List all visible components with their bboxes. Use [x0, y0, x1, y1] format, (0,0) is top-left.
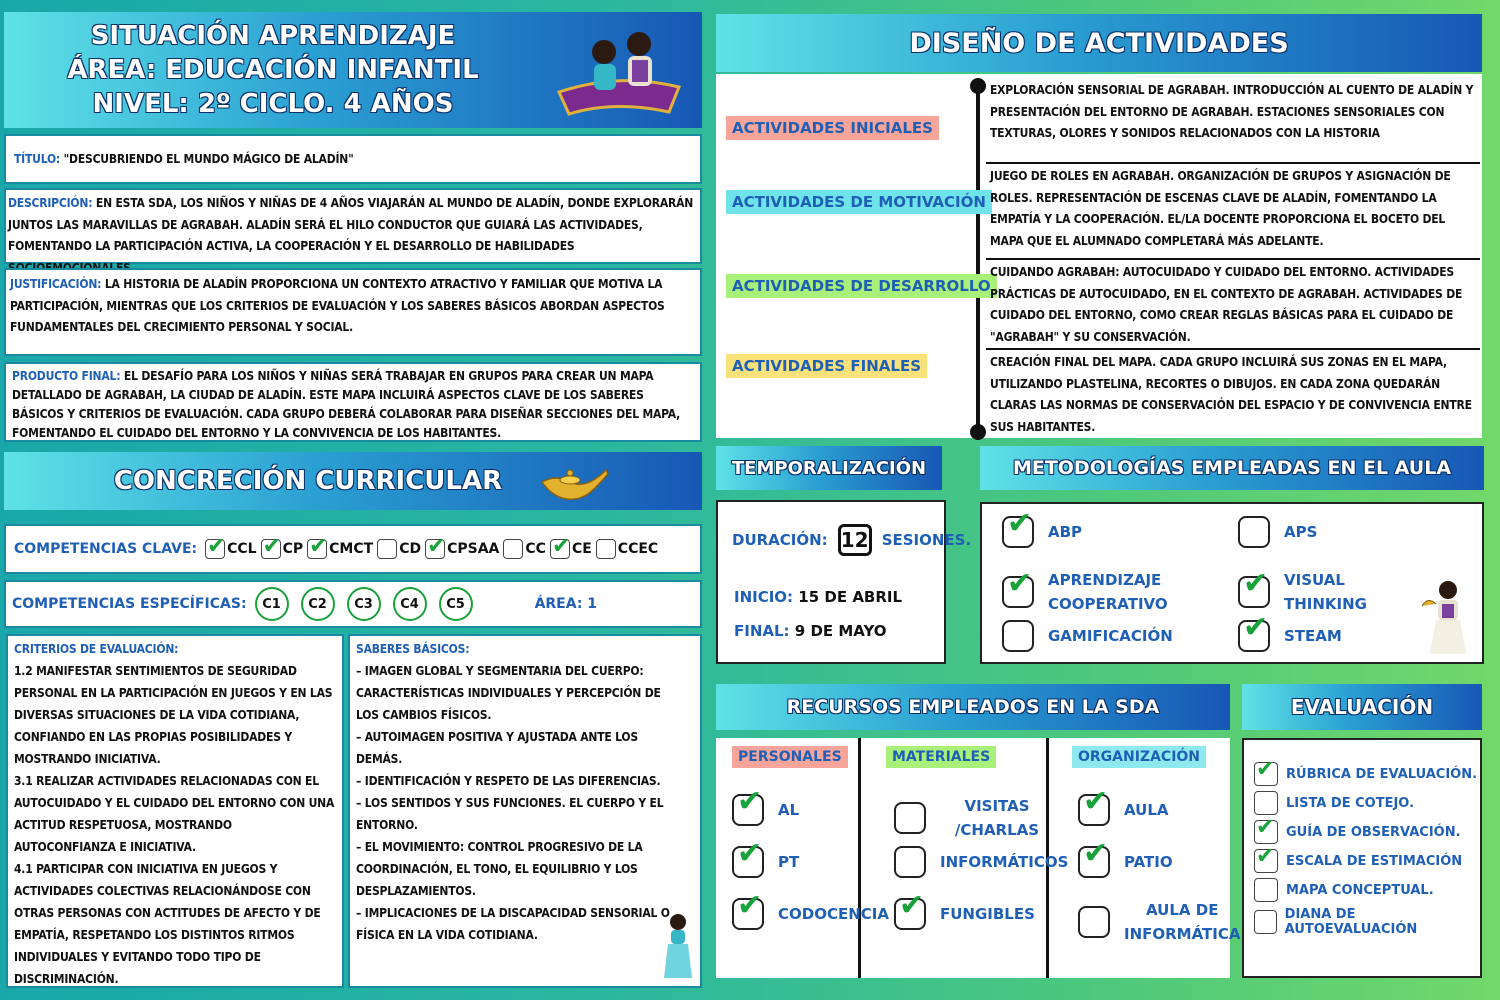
evaluacion-label: GUÍA DE OBSERVACIÓN.	[1286, 824, 1461, 840]
timeline-dot-top	[970, 78, 986, 94]
temporalizacion-box	[716, 500, 972, 664]
competencia-clave-checkbox[interactable]	[261, 539, 281, 559]
competencia-clave-label: CE	[571, 541, 592, 557]
competencia-especifica-badge: C2	[301, 587, 335, 621]
recurso-label: AULA	[1124, 801, 1169, 819]
actividad-descripcion: EXPLORACIÓN SENSORIAL DE AGRABAH. INTRODUCCIÓN AL CUENTO DE ALADÍN Y PRESENTACIÓN DEL ENTORNO DE AGRABAH. ESTACIONES SENSORIALES CON TEXTURAS, OLORES Y SONIDOS RELACIONADOS CON LA HISTORIA	[990, 83, 1474, 140]
actividad-descripcion: CUIDANDO AGRABAH: AUTOCUIDADO Y CUIDADO DEL ENTORNO. ACTIVIDADES PRÁCTICAS DE AUTOCUIDADO, EN EL CONTEXTO DE AGRABAH. ACTIVIDADES DE CUIDADO DEL ENTORNO, COMO CREAR REGLAS BÁSICAS PARA EL CUIDADO DE "AGRABAH" Y SU CONSERVACIÓN.	[986, 258, 1480, 344]
competencia-especifica-badge: C1	[255, 587, 289, 621]
producto-value: EL DESAFÍO PARA LOS NIÑOS Y NIÑAS SERÁ TRABAJAR EN GRUPOS PARA CREAR UN MAPA DETALLADO DE AGRABAH, LA CIUDAD DE ALADÍN. ESTE MAPA INCLUIRÁ ASPECTOS CLAVE DE LOS SABERES BÁSICOS Y CRITERIOS DE EVALUACIÓN. CADA GRUPO DEBERÁ COLABORAR PARA DISEÑAR SECCIONES DEL MAPA, FOMENTANDO EL CUIDADO DEL ENTORNO Y LA CONVIVENCIA DE LOS HABITANTES.	[12, 369, 681, 440]
competencia-clave-checkbox[interactable]	[377, 539, 397, 559]
recurso-option[interactable]	[894, 898, 1054, 930]
duracion-label: DURACIÓN:	[732, 531, 828, 549]
recurso-label: VISITAS /CHARLAS	[954, 797, 1040, 839]
metodologia-option[interactable]	[1002, 620, 1182, 652]
metodologias-title: METODOLOGÍAS EMPLEADAS EN EL AULA	[1012, 457, 1452, 479]
competencia-clave-label: CC	[525, 541, 546, 557]
recurso-label: INFORMÁTICOS	[940, 853, 1069, 871]
competencia-clave-label: CPSAA	[447, 541, 500, 557]
jasmine-figure-illustration	[660, 910, 696, 980]
evaluacion-option[interactable]	[1254, 820, 1461, 844]
final-label: FINAL:	[734, 622, 790, 640]
recurso-option[interactable]	[894, 794, 1054, 842]
recurso-category-tag: PERSONALES	[732, 746, 848, 768]
evaluacion-checkbox[interactable]	[1254, 820, 1278, 844]
inicio-label: INICIO:	[734, 588, 794, 606]
metodologia-label: APS	[1284, 523, 1318, 541]
timeline-line	[976, 84, 980, 432]
evaluacion-title: EVALUACIÓN	[1290, 695, 1434, 719]
saberes-list	[356, 660, 694, 946]
evaluacion-label: ESCALA DE ESTIMACIÓN	[1286, 853, 1463, 869]
saber-item: – LOS SENTIDOS Y SUS FUNCIONES. EL CUERPO Y EL ENTORNO.	[356, 796, 664, 832]
metodologia-label: VISUAL THINKING	[1284, 571, 1367, 613]
evaluacion-checkbox[interactable]	[1254, 910, 1277, 934]
diseno-box	[716, 74, 1482, 438]
especificas-label: COMPETENCIAS ESPECÍFICAS:	[12, 596, 247, 612]
competencia-clave-checkbox[interactable]	[307, 539, 327, 559]
recurso-checkbox[interactable]	[1078, 906, 1110, 938]
competencias-especificas-box	[4, 580, 702, 628]
recurso-option[interactable]	[1078, 846, 1238, 878]
main-header	[4, 12, 702, 128]
metodologia-option[interactable]	[1238, 620, 1418, 652]
metodologias-box	[980, 502, 1484, 664]
metodologia-option[interactable]	[1002, 568, 1172, 616]
saber-item: – IMPLICACIONES DE LA DISCAPACIDAD SENSORIAL O FÍSICA EN LA VIDA COTIDIANA.	[356, 906, 670, 942]
recurso-label: AULA DE INFORMÁTICA	[1124, 901, 1241, 943]
actividad-tag: ACTIVIDADES DE MOTIVACIÓN	[726, 190, 992, 214]
evaluacion-label: RÚBRICA DE EVALUACIÓN.	[1286, 766, 1478, 782]
recursos-title: RECURSOS EMPLEADOS EN LA SDA	[786, 696, 1160, 718]
competencia-clave-checkbox[interactable]	[503, 539, 523, 559]
header-line-2: ÁREA: EDUCACIÓN INFANTIL	[67, 55, 479, 85]
recurso-checkbox[interactable]	[894, 898, 926, 930]
metodologias-header	[980, 446, 1484, 490]
aladdin-carpet-illustration	[554, 22, 684, 122]
competencia-clave-checkbox[interactable]	[205, 539, 225, 559]
recurso-option[interactable]	[894, 846, 1069, 878]
recurso-checkbox[interactable]	[732, 898, 764, 930]
evaluacion-option[interactable]	[1254, 907, 1480, 937]
temporalizacion-header	[716, 446, 942, 490]
evaluacion-checkbox[interactable]	[1254, 878, 1278, 902]
recurso-option[interactable]	[1078, 794, 1238, 826]
concrecion-title: CONCRECIÓN CURRICULAR	[113, 466, 503, 496]
recurso-checkbox[interactable]	[1078, 846, 1110, 878]
competencia-clave-checkbox[interactable]	[596, 539, 616, 559]
actividad-descripcion: JUEGO DE ROLES EN AGRABAH. ORGANIZACIÓN DE GRUPOS Y ASIGNACIÓN DE ROLES. REPRESENTACIÓN DE ESCENAS CLAVE DE ALADÍN, FOMENTANDO LA EMPATÍA Y LA COOPERACIÓN. EL/LA DOCENTE PROPORCIONA EL BOCETO DEL MAPA QUE EL ALUMNADO COMPLETARÁ MÁS ADELANTE.	[986, 162, 1480, 254]
metodologia-option[interactable]	[1002, 516, 1182, 548]
area-label: ÁREA: 1	[534, 596, 598, 612]
actividad-tag: ACTIVIDADES INICIALES	[726, 116, 939, 140]
actividad-descripcion: CREACIÓN FINAL DEL MAPA. CADA GRUPO INCLUIRÁ SUS ZONAS EN EL MAPA, UTILIZANDO PLASTELINA, RECORTES O DIBUJOS. EN CADA ZONA QUEDARÁN CLARAS LAS NORMAS DE CONSERVACIÓN DEL ESPACIO Y DE CONVIVENCIA ENTRE SUS HABITANTES.	[986, 348, 1480, 436]
competencia-especifica-badge: C3	[347, 587, 381, 621]
saberes-box	[348, 634, 702, 988]
metodologia-checkbox[interactable]	[1238, 516, 1270, 548]
metodologia-label: GAMIFICACIÓN	[1048, 627, 1173, 645]
actividad-tag: ACTIVIDADES FINALES	[726, 354, 927, 378]
metodologia-checkbox[interactable]	[1002, 620, 1034, 652]
evaluacion-label: DIANA DE AUTOEVALUACIÓN	[1284, 907, 1418, 937]
recurso-checkbox[interactable]	[1078, 794, 1110, 826]
saber-item: – EL MOVIMIENTO: CONTROL PROGRESIVO DE LA COORDINACIÓN, EL TONO, EL EQUILIBRIO Y LOS DESPLAZAMIENTOS.	[356, 840, 643, 898]
inicio-row	[734, 588, 902, 606]
metodologia-option[interactable]	[1238, 568, 1418, 616]
saber-item: – IMAGEN GLOBAL Y SEGMENTARIA DEL CUERPO: CARACTERÍSTICAS INDIVIDUALES Y PERCEPCIÓN DE LOS CAMBIOS FÍSICOS.	[356, 664, 661, 722]
recurso-checkbox[interactable]	[732, 794, 764, 826]
recurso-category-tag: ORGANIZACIÓN	[1072, 746, 1206, 768]
criterio-item: 4.1 PARTICIPAR CON INICIATIVA EN JUEGOS Y ACTIVIDADES COLECTIVAS RELACIONÁNDOSE CON OTRAS PERSONAS CON ACTITUDES DE AFECTO Y DE EMPATÍA, RESPETANDO LOS DISTINTOS RITMOS INDIVIDUALES Y EVITANDO TODO TIPO DE DISCRIMINACIÓN.	[14, 862, 321, 986]
duracion-value: 12	[838, 524, 872, 556]
magic-lamp-icon	[536, 456, 612, 506]
competencias-clave-list	[201, 539, 658, 559]
metodologia-checkbox[interactable]	[1002, 516, 1034, 548]
recurso-label: PATIO	[1124, 853, 1173, 871]
criterios-list	[14, 660, 336, 990]
genie-figure-illustration	[1420, 576, 1476, 656]
justificacion-box	[4, 268, 702, 356]
evaluacion-option[interactable]	[1254, 762, 1477, 786]
recurso-checkbox[interactable]	[894, 802, 926, 834]
competencia-clave-checkbox[interactable]	[425, 539, 445, 559]
evaluacion-box	[1242, 738, 1482, 978]
descripcion-box	[4, 188, 702, 264]
actividad-tag: ACTIVIDADES DE DESARROLLO	[726, 274, 997, 298]
recursos-box	[716, 738, 1241, 978]
recurso-option[interactable]	[732, 898, 892, 930]
saber-item: – IDENTIFICACIÓN Y RESPETO DE LAS DIFERENCIAS.	[356, 774, 661, 788]
recurso-option[interactable]	[732, 846, 892, 878]
temporalizacion-title: TEMPORALIZACIÓN	[731, 457, 927, 479]
metodologia-checkbox[interactable]	[1238, 576, 1270, 608]
header-line-1: SITUACIÓN APRENDIZAJE	[90, 21, 456, 51]
especificas-list	[255, 587, 485, 621]
descripcion-label: DESCRIPCIÓN:	[8, 196, 93, 210]
final-value: 9 DE MAYO	[794, 622, 887, 640]
evaluacion-header	[1242, 684, 1482, 730]
recurso-checkbox[interactable]	[894, 846, 926, 878]
competencias-clave-label: COMPETENCIAS CLAVE:	[14, 541, 198, 557]
competencia-especifica-badge: C4	[393, 587, 427, 621]
diseno-title: DISEÑO DE ACTIVIDADES	[909, 27, 1289, 59]
header-line-3: NIVEL: 2º CICLO. 4 AÑOS	[92, 89, 454, 119]
criterios-title: CRITERIOS DE EVALUACIÓN:	[14, 642, 179, 656]
competencia-clave-label: CCEC	[617, 541, 659, 557]
evaluacion-checkbox[interactable]	[1254, 849, 1278, 873]
timeline-dot-bottom	[970, 424, 986, 440]
recurso-option[interactable]	[732, 794, 892, 826]
concrecion-header	[4, 452, 702, 510]
producto-box	[4, 362, 702, 442]
evaluacion-checkbox[interactable]	[1254, 762, 1278, 786]
titulo-box	[4, 134, 702, 184]
metodologia-option[interactable]	[1238, 516, 1418, 548]
metodologia-label: STEAM	[1284, 627, 1342, 645]
competencia-clave-label: CMCT	[329, 541, 374, 557]
metodologia-label: APRENDIZAJE COOPERATIVO	[1048, 571, 1168, 613]
recurso-label: AL	[778, 801, 800, 819]
recurso-label: CODOCENCIA	[778, 905, 889, 923]
inicio-value: 15 DE ABRIL	[798, 588, 903, 606]
criterio-item: 3.1 REALIZAR ACTIVIDADES RELACIONADAS CON EL AUTOCUIDADO Y EL CUIDADO DEL ENTORNO CON UNA ACTITUD RESPETUOSA, MOSTRANDO AUTOCONFIANZA E INICIATIVA.	[14, 774, 335, 854]
sesiones-label: SESIONES.	[881, 531, 972, 549]
criterios-box	[6, 634, 344, 988]
recurso-category-tag: MATERIALES	[886, 746, 996, 768]
justificacion-label: JUSTIFICACIÓN:	[10, 277, 102, 291]
recurso-label: PT	[778, 853, 800, 871]
saberes-title: SABERES BÁSICOS:	[356, 642, 470, 656]
saber-item: – AUTOIMAGEN POSITIVA Y AJUSTADA ANTE LOS DEMÁS.	[356, 730, 638, 766]
recurso-label: FUNGIBLES	[940, 905, 1035, 923]
diseno-header	[716, 14, 1482, 72]
evaluacion-label: MAPA CONCEPTUAL.	[1286, 882, 1434, 898]
metodologia-checkbox[interactable]	[1238, 620, 1270, 652]
competencia-especifica-badge: C5	[439, 587, 473, 621]
titulo-label: TÍTULO:	[14, 152, 61, 166]
evaluacion-option[interactable]	[1254, 791, 1414, 815]
titulo-value: "DESCUBRIENDO EL MUNDO MÁGICO DE ALADÍN"	[63, 152, 354, 166]
evaluacion-label: LISTA DE COTEJO.	[1286, 795, 1415, 811]
competencia-clave-label: CP	[282, 541, 304, 557]
competencia-clave-label: CCL	[227, 541, 257, 557]
descripcion-value: EN ESTA SDA, LOS NIÑOS Y NIÑAS DE 4 AÑOS VIAJARÁN AL MUNDO DE ALADÍN, DONDE EXPLORARÁN JUNTOS LAS MARAVILLAS DE AGRABAH. ALADÍN SERÁ EL HILO CONDUCTOR QUE GUIARÁ LAS ACTIVIDADES, FOMENTANDO LA PARTICIPACIÓN ACTIVA, LA COOPERACIÓN Y EL DESARROLLO DE HABILIDADES	[8, 196, 694, 253]
recursos-header	[716, 684, 1230, 730]
competencias-clave-box	[4, 524, 702, 574]
competencia-clave-label: CD	[399, 541, 422, 557]
final-row	[734, 622, 887, 640]
justificacion-value: LA HISTORIA DE ALADÍN PROPORCIONA UN CONTEXTO ATRACTIVO Y FAMILIAR QUE MOTIVA LA PARTICIPACIÓN, MIENTRAS QUE LOS CRITERIOS DE EVALUACIÓN Y LOS SABERES BÁSICOS ABORDAN ASPECTOS FUNDAMENTALES DEL CRECIMIENTO PERSONAL Y SOCIAL.	[10, 277, 665, 334]
evaluacion-option[interactable]	[1254, 849, 1462, 873]
evaluacion-option[interactable]	[1254, 878, 1434, 902]
metodologia-checkbox[interactable]	[1002, 576, 1034, 608]
evaluacion-checkbox[interactable]	[1254, 791, 1278, 815]
criterio-item: 1.2 MANIFESTAR SENTIMIENTOS DE SEGURIDAD PERSONAL EN LA PARTICIPACIÓN EN JUEGOS Y EN LAS DIVERSAS SITUACIONES DE LA VIDA COTIDIANA, CONFIANDO EN LAS PROPIAS POSIBILIDADES Y MOSTRANDO INICIATIVA.	[14, 664, 333, 766]
recurso-option[interactable]	[1078, 898, 1241, 946]
producto-label: PRODUCTO FINAL:	[12, 369, 121, 383]
duracion-row	[732, 524, 971, 556]
metodologia-label: ABP	[1048, 523, 1083, 541]
recurso-checkbox[interactable]	[732, 846, 764, 878]
competencia-clave-checkbox[interactable]	[550, 539, 570, 559]
